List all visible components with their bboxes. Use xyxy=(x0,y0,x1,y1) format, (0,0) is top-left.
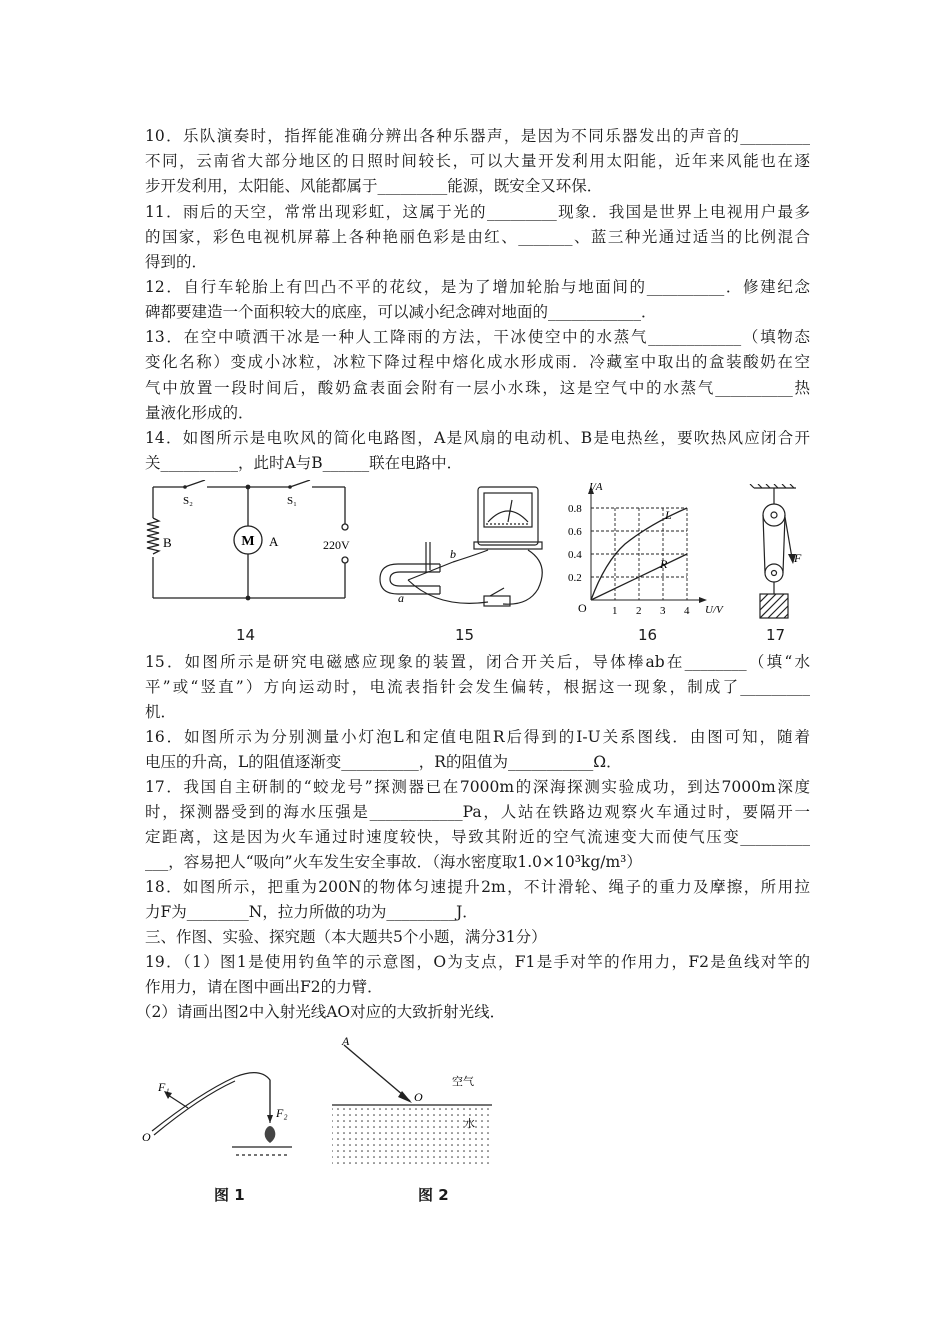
figure-16-iu-graph xyxy=(565,482,730,617)
figure-2-refraction xyxy=(330,1035,500,1170)
q14-line-2: 关__________，此时A与B______联在电路中． xyxy=(145,454,463,472)
q19-line-1: 19．（1）图1是使用钓鱼竿的示意图，O为支点，F1是手对竿的作用力，F2是鱼线对竿的 xyxy=(145,953,810,971)
fig14-motor-symbol: M xyxy=(241,534,255,549)
figure-14-circuit xyxy=(145,480,370,610)
q15-line-1: 15．如图所示是研究电磁感应现象的装置，闭合开关后，导体棒ab在________（填“水 xyxy=(145,653,810,671)
q14-line-1: 14．如图所示是电吹风的简化电路图，A是风扇的电动机、B是电热丝，要吹热风应闭合开 xyxy=(145,429,810,447)
q17-line-1: 17．我国自主研制的“蛟龙号”探测器已在7000m的深海探测实验成功，到达7000m深度 xyxy=(145,778,810,796)
q11-line-3: 得到的． xyxy=(145,253,208,271)
figure-1-caption: 图 1 xyxy=(214,1186,245,1204)
q13-line-2: 变化名称）变成小冰粒，冰粒下降过程中熔化成水形成雨．冷藏室中取出的盒装酸奶在空 xyxy=(145,353,810,371)
fig1-o-label: O xyxy=(142,1130,151,1144)
fig14-s2-label: S₂ xyxy=(183,495,193,507)
q11-line-1: 11．雨后的天空，常常出现彩虹，这属于光的_________现象．我国是世界上电视用户最多 xyxy=(145,203,810,221)
q10-line-1: 10．乐队演奏时，指挥能准确分辨出各种乐器声，是因为不同乐器发出的声音的_________ xyxy=(145,127,810,145)
fig16-ytick: 0.8 xyxy=(568,503,582,515)
fig2-water-region xyxy=(332,1105,492,1165)
fig2-water-label: 水 xyxy=(464,1118,475,1130)
fig14-voltage-label: 220V xyxy=(323,538,350,552)
fig2-incident-ray xyxy=(344,1045,410,1101)
fig2-a-label: A xyxy=(342,1035,350,1048)
q18-line-2: 力F为________N，拉力所做的功为_________J． xyxy=(145,903,478,921)
fig16-gridlines xyxy=(591,508,687,600)
q17-line-4: ___，容易把人“吸向”火车发生安全事故．（海水密度取1.0×10³kg/m³） xyxy=(145,853,642,871)
fig16-ytick: 0.4 xyxy=(568,549,582,561)
q15-line-2: 平”或“竖直”）方向运动时，电流表指针会发生偏转，根据这一现象，制成了_________ xyxy=(145,678,810,696)
fig1-f1-label: F₁ xyxy=(158,1080,170,1094)
figure-2-caption: 图 2 xyxy=(418,1186,449,1204)
q17-line-3: 定距离，这是因为火车通过时速度较快，导致其附近的空气流速变大而使气压变_________ xyxy=(145,828,810,846)
figure-15-induction-apparatus xyxy=(378,484,548,614)
figure-number-17: 17 xyxy=(766,626,786,644)
fig2-o-label: O xyxy=(414,1090,423,1104)
fig16-xtick: 4 xyxy=(684,605,690,617)
q10-line-3: 步开发利用，太阳能、风能都属于_________能源，既安全又环保． xyxy=(145,177,603,195)
fig16-y-label: I/A xyxy=(589,482,603,493)
q15-line-3: 机． xyxy=(145,703,177,721)
fig16-ytick: 0.2 xyxy=(568,572,582,584)
figure-number-14: 14 xyxy=(236,626,256,644)
fig16-l-label: L xyxy=(665,508,672,522)
fig2-air-label: 空气 xyxy=(452,1076,474,1088)
fig16-x-label: U/V xyxy=(705,604,723,616)
q10-line-2: 不同，云南省大部分地区的日照时间较长，可以大量开发利用太阳能，近年来风能也在逐 xyxy=(145,152,810,170)
q13-line-3: 气中放置一段时间后，酸奶盒表面会附有一层小水珠，这是空气中的水蒸气__________热 xyxy=(145,379,810,397)
figure-1-fishing-rod xyxy=(140,1035,305,1170)
q13-line-1: 13．在空中喷洒干冰是一种人工降雨的方法，干冰使空中的水蒸气____________（填物态 xyxy=(145,328,810,346)
section-heading: 三、作图、实验、探究题（本大题共5个小题，满分31分） xyxy=(145,928,547,946)
q18-line-1: 18．如图所示，把重为200N的物体匀速提升2m，不计滑轮、绳子的重力及摩擦，所用拉 xyxy=(145,878,810,896)
q16-line-1: 16．如图所示为分别测量小灯泡L和定值电阻R后得到的I-U关系图线．由图可知，随着 xyxy=(145,728,810,746)
fig16-xtick: 1 xyxy=(612,605,618,617)
fig16-xtick: 2 xyxy=(636,605,642,617)
fig15-a-label: a xyxy=(398,591,404,605)
fig15-b-label: b xyxy=(450,547,456,561)
figure-17-pulley xyxy=(748,484,808,619)
fig16-ytick: 0.6 xyxy=(568,526,582,538)
q12-line-2: 碑都要建造一个面积较大的底座，可以减小纪念碑对地面的____________． xyxy=(145,303,657,321)
figure-number-16: 16 xyxy=(638,626,658,644)
fig16-xtick: 3 xyxy=(660,605,666,617)
fig16-r-label: R xyxy=(660,557,668,571)
q12-line-1: 12．自行车轮胎上有凹凸不平的花纹，是为了增加轮胎与地面间的__________．修建纪念 xyxy=(145,278,810,296)
q11-line-2: 的国家，彩色电视机屏幕上各种艳丽色彩是由红、_______、蓝三种光通过适当的比例混合 xyxy=(145,228,810,246)
q16-line-2: 电压的升高，L的阻值逐渐变__________，R的阻值为___________Ω． xyxy=(145,753,622,771)
q13-line-4: 量液化形成的． xyxy=(145,404,254,422)
q19-part2-line: （2）请画出图2中入射光线AO对应的大致折射光线． xyxy=(136,1003,506,1021)
figure-number-15: 15 xyxy=(455,626,475,644)
fig1-f2-label: F₂ xyxy=(276,1106,288,1120)
fig14-s1-label: S₁ xyxy=(287,495,297,507)
fig16-origin-label: O xyxy=(578,601,587,615)
fig17-f-label: F xyxy=(794,551,802,565)
fig14-a-label: A xyxy=(269,534,279,549)
q19-line-2: 作用力，请在图中画出F2的力臂． xyxy=(145,978,383,996)
q17-line-2: 时，探测器受到的海水压强是____________Pa，人站在铁路边观察火车通过时，要隔开一 xyxy=(145,803,810,821)
fig14-b-label: B xyxy=(163,535,172,550)
